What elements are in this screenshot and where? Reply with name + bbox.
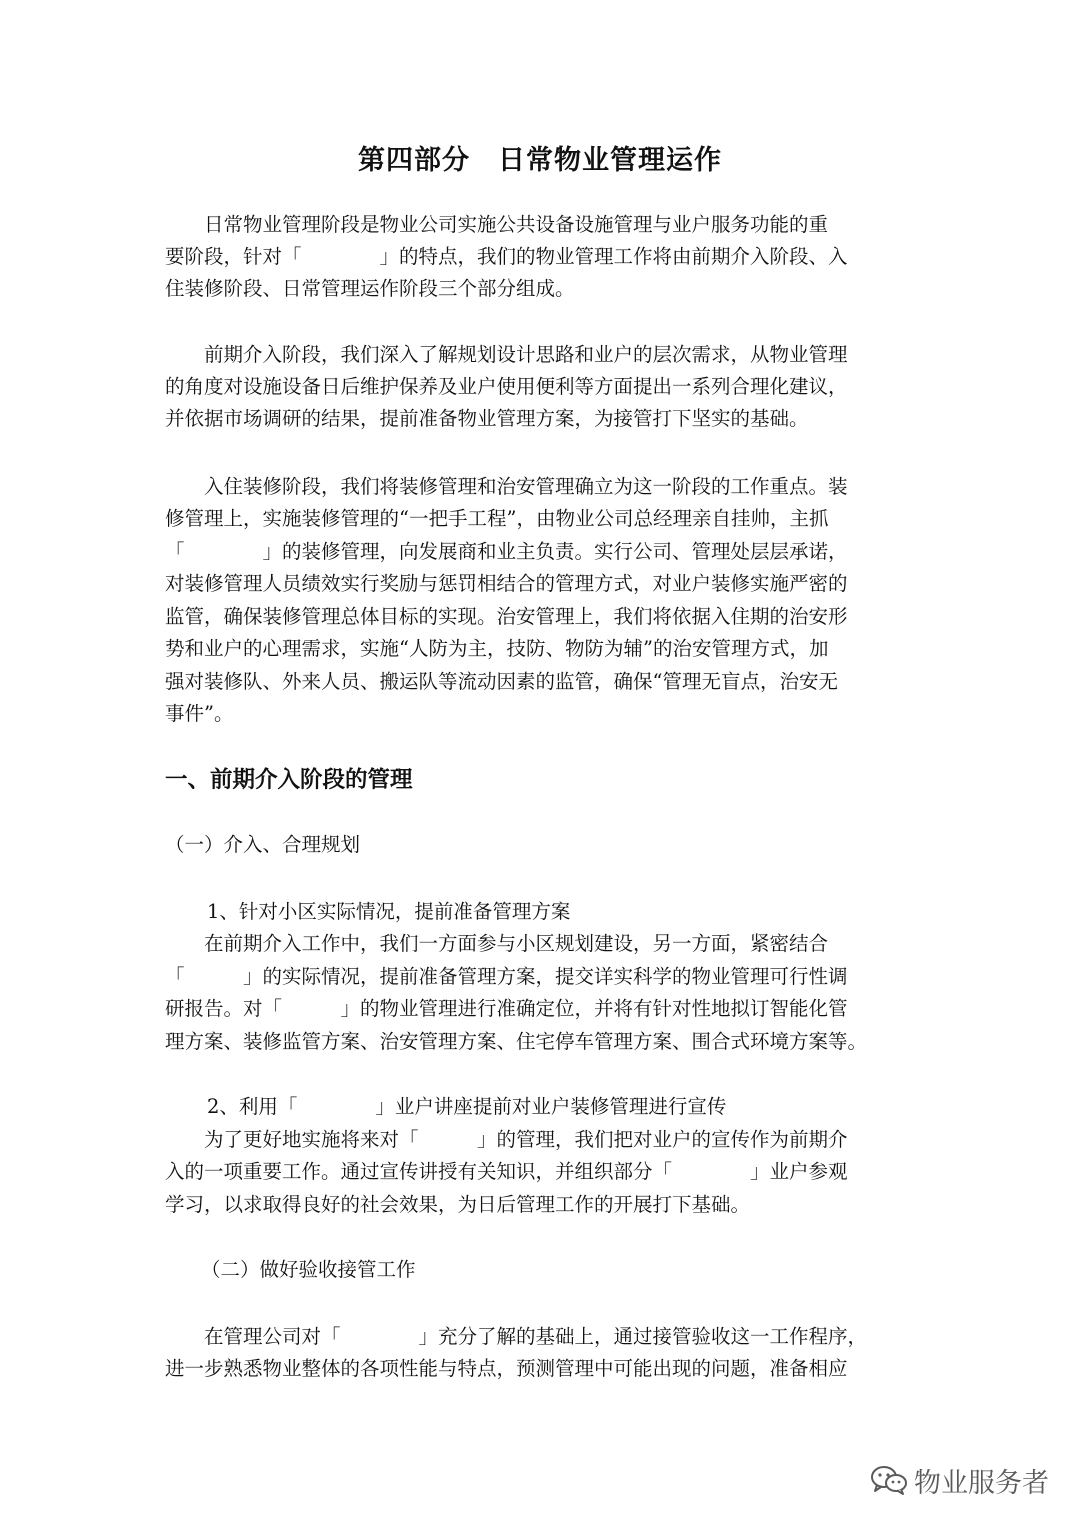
section-heading: 一、前期介入阶段的管理 <box>165 767 413 793</box>
subsection-heading: （二）做好验收接管工作 <box>201 1258 416 1281</box>
paragraph-line: 监管，确保装修管理总体目标的实现。治安管理上，我们将依据入住期的治安形 <box>165 605 848 628</box>
paragraph-line: 并依据市场调研的结果，提前准备物业管理方案，为接管打下坚实的基础。 <box>165 407 809 430</box>
paragraph-line: 「 」的实际情况，提前准备管理方案，提交详实科学的物业管理可行性调 <box>165 965 848 988</box>
page-title: 第四部分 日常物业管理运作 <box>358 145 722 176</box>
paragraph-line: 日常物业管理阶段是物业公司实施公共设备设施管理与业户服务功能的重 <box>165 213 829 236</box>
paragraph-line: 入的一项重要工作。通过宣传讲授有关知识，并组织部分「 」业户参观 <box>165 1160 848 1183</box>
paragraph-line: 在管理公司对「 」充分了解的基础上，通过接管验收这一工作程序， <box>165 1325 868 1348</box>
paragraph-line: 「 」的装修管理，向发展商和业主负责。实行公司、管理处层层承诺， <box>165 540 848 563</box>
paragraph-line: 进一步熟悉物业整体的各项性能与特点，预测管理中可能出现的问题，准备相应 <box>165 1357 848 1380</box>
paragraph-line: 要阶段，针对「 」的特点，我们的物业管理工作将由前期介入阶段、入 <box>165 245 848 268</box>
paragraph-line: 事件”。 <box>165 702 234 725</box>
paragraph-line: 学习，以求取得良好的社会效果，为日后管理工作的开展打下基础。 <box>165 1193 751 1216</box>
paragraph-line: 强对装修队、外来人员、搬运队等流动因素的监管，确保“管理无盲点，治安无 <box>165 670 838 693</box>
paragraph-line: 前期介入阶段，我们深入了解规划设计思路和业户的层次需求，从物业管理 <box>165 343 848 366</box>
paragraph-line: 势和业户的心理需求，实施“人防为主，技防、物防为辅”的治安管理方式，加 <box>165 637 829 660</box>
subsection-heading: （一）介入、合理规划 <box>165 833 361 856</box>
watermark-text: 物业服务者 <box>914 1467 1049 1499</box>
paragraph-line: 修管理上，实施装修管理的“一把手工程”，由物业公司总经理亲自挂帅，主抓 <box>165 507 829 530</box>
paragraph-line: 对装修管理人员绩效实行奖励与惩罚相结合的管理方式，对业户装修实施严密的 <box>165 572 848 595</box>
paragraph-line: 研报告。对「 」的物业管理进行准确定位，并将有针对性地拟订智能化管 <box>165 997 848 1020</box>
paragraph-line: 住装修阶段、日常管理运作阶段三个部分组成。 <box>165 277 575 300</box>
item-title: 2、利用「 」业户讲座提前对业户装修管理进行宣传 <box>207 1095 727 1118</box>
paragraph-line: 的角度对设施设备日后维护保养及业户使用便利等方面提出一系列合理化建议， <box>165 375 848 398</box>
paragraph-line: 入住装修阶段，我们将装修管理和治安管理确立为这一阶段的工作重点。装 <box>165 475 848 498</box>
wechat-icon <box>870 1464 908 1496</box>
item-title: 1、针对小区实际情况，提前准备管理方案 <box>207 900 571 923</box>
paragraph-line: 为了更好地实施将来对「 」的管理，我们把对业户的宣传作为前期介 <box>165 1128 848 1151</box>
paragraph-line: 在前期介入工作中，我们一方面参与小区规划建设，另一方面，紧密结合 <box>165 932 829 955</box>
paragraph-line: 理方案、装修监管方案、治安管理方案、住宅停车管理方案、围合式环境方案等。 <box>165 1030 868 1053</box>
watermark <box>870 1460 1049 1500</box>
